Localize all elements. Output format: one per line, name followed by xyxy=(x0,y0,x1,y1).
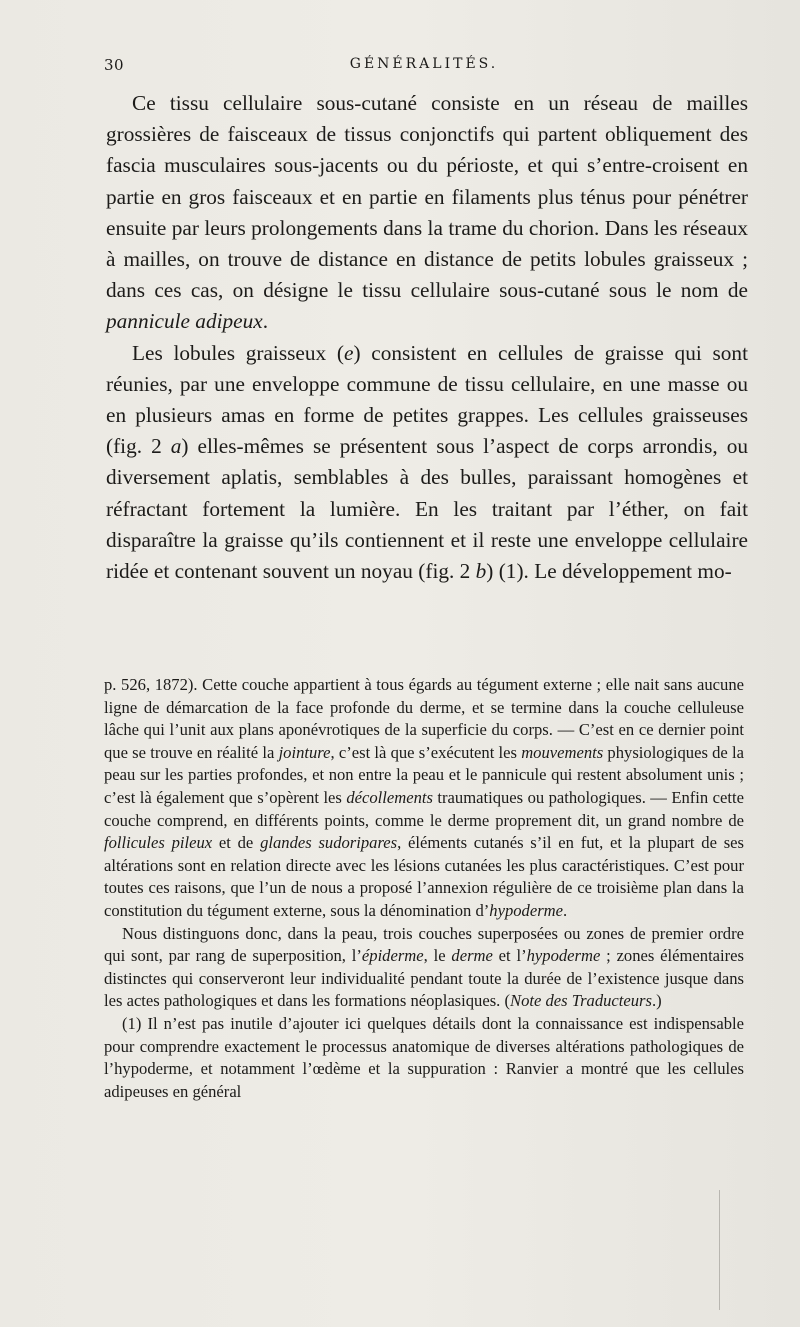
text-run: (1) Il n’est pas inutile d’ajouter ici quelques détails dont la connaissance est indispensable pour comprendre exactement le processus anatomique de diverses altérations pathologiques de l’hypoderme, et notamment l’œdème et la suppuration : Ranvier a montré que les cellules adipeuses en général xyxy=(104,1013,744,1101)
italic-term: derme xyxy=(451,946,493,966)
text-run: . xyxy=(563,900,568,920)
footnote-continuation xyxy=(104,674,744,923)
text-run: et l’ xyxy=(492,946,527,966)
footnote-1 xyxy=(104,1013,744,1103)
text-run: p. 526, 1872). Cette couche appartient à tous égards au tégument externe ; elle nait sans aucune ligne de démarcation de la face profonde du derme, et se termine dans la couche celluleuse lâche qui l’unit aux plans aponévrotiques de la superficie du corps. — C’est en ce dernier point que se trouve en réalité la xyxy=(104,675,744,762)
figure-letter: b xyxy=(475,559,487,584)
scan-artifact xyxy=(719,1190,740,1310)
footnote-translators-note xyxy=(104,923,744,1013)
italic-term: pannicule adipeux xyxy=(106,309,263,334)
text-run: Les lobules graisseux ( xyxy=(132,340,345,365)
italic-term: jointure xyxy=(278,742,331,762)
italic-term: mouvements xyxy=(521,742,604,762)
italic-term: décollements xyxy=(346,787,433,807)
text-run: ; zones élémentaires distinctes qui conserveront leur individualité pendant toute la durée de l’existence jusque dans les actes pathologiques et dans les formations néoplasiques. ( xyxy=(104,946,745,1011)
footnotes xyxy=(104,674,744,1103)
figure-letter: e xyxy=(344,340,354,365)
text-run: , le xyxy=(423,946,452,966)
text-run: ) consistent en cellules de graisse qui sont réunies, par une enveloppe commune de tissu cellulaire, en une masse ou en plusieurs amas en forme de petites grappes. Les cellules graisseuses (fig. 2 xyxy=(106,340,748,459)
text-run: ) elles-mêmes se présentent sous l’aspect de corps arrondis, ou diversement aplatis, semblables à des bulles, paraissant homogènes et réfractant fortement la lumière. En les traitant par l’éther, on fait disparaître la graisse qu’ils contiennent et il reste une enveloppe cellulaire ridée et contenant souvent un noyau (fig. 2 xyxy=(106,434,748,584)
italic-term: follicules pileux xyxy=(104,833,213,853)
text-run: et de xyxy=(212,833,261,853)
text-run: Nous distinguons donc, dans la peau, trois couches superposées ou zones de premier ordre qui sont, par rang de superposition, l’ xyxy=(104,923,744,966)
italic-term: épiderme xyxy=(361,946,424,966)
figure-letter: a xyxy=(170,434,182,459)
paragraph-fat-lobules xyxy=(106,338,748,588)
text-run: , c’est là que s’exécutent les xyxy=(330,742,522,762)
italic-term: hypoderme xyxy=(489,900,564,920)
text-run: ) (1). Le développement mo- xyxy=(486,559,732,584)
page-number: 30 xyxy=(104,56,125,74)
text-run: Ce tissu cellulaire sous-cutané consiste en un réseau de mailles grossières de faisceaux de tissus conjonctifs qui partent obliquement des fascia musculaires sous-jacents ou du périoste, et qui s’entre-croisent en partie en gros faisceaux et en partie en filaments plus ténus pour pénétrer ensuite par leurs prolongements dans la trame du chorion. Dans les réseaux à mailles, on trouve de distance en distance de petits lobules graisseux ; dans ces cas, on désigne le tissu cellulaire sous-cutané sous le nom de xyxy=(106,91,748,303)
italic-term: glandes sudoripares xyxy=(260,833,398,853)
text-run: . xyxy=(262,309,269,334)
page-header xyxy=(104,56,744,80)
text-run: physiologiques de la peau sur les parties profondes, et non entre la peau et le pannicule qui restent absolument unis ; c’est là également que s’opèrent les xyxy=(104,742,744,807)
paragraph-subcutaneous-tissue xyxy=(106,88,748,338)
text-run: , éléments cutanés s’il en fut, et la plupart de ses altérations sont en relation directe avec les lésions cutanées les plus caractéristiques. C’est pour toutes ces raisons, que l’un de nous a proposé l’annexion régulière de ce troisième plan dans la constitution du tégument externe, sous la dénomination d’ xyxy=(104,833,744,920)
text-run: .) xyxy=(651,991,662,1011)
main-text xyxy=(106,88,748,587)
italic-term: hypoderme xyxy=(526,946,601,966)
italic-term: Note des Traducteurs xyxy=(510,991,652,1011)
running-title: GÉNÉRALITÉS. xyxy=(349,56,499,72)
text-run: traumatiques ou pathologiques. — Enfin cette couche comprend, en différents points, comme le derme proprement dit, un grand nombre de xyxy=(104,787,744,830)
